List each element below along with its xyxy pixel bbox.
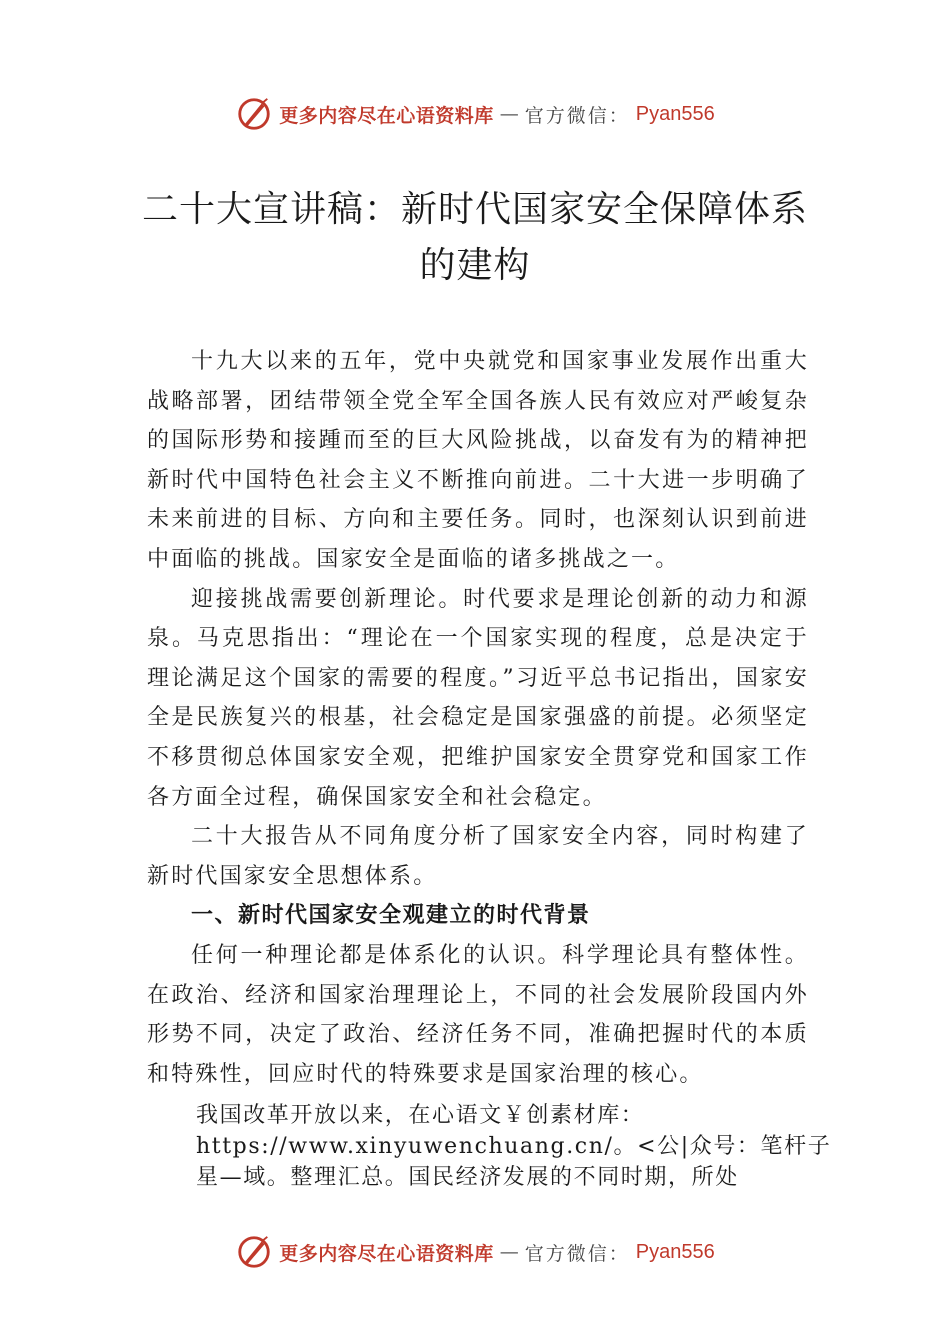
- header-banner-label: 官方微信：: [524, 104, 630, 127]
- footer-banner-label: 官方微信：: [524, 1242, 630, 1265]
- paragraph-1: 十九大以来的五年，党中央就党和国家事业发展作出重大战略部署，团结带领全党全军全国各族人民有效应对严峻复杂的国际形势和接踵而至的巨大风险挑战，以奋发有为的精神把新时代中国特色社会主义不断推向前进。二十大进一步明确了未来前进的目标、方向和主要任务。同时，也深刻认识到前进中面临的挑战。国家安全是面临的诸多挑战之一。: [147, 349, 809, 572]
- section-paragraph: 任何一种理论都是体系化的认识。科学理论具有整体性。在政治、经济和国家治理理论上，不同的社会发展阶段国内外形势不同，决定了政治、经济任务不同，准确把握时代的本质和特殊性，回应时代的特殊要求是国家治理的核心。: [147, 942, 809, 1087]
- document-title: 二十大宣讲稿：新时代国家安全保障体系的建构: [141, 189, 808, 286]
- quill-logo-icon: [235, 95, 273, 133]
- header-banner-separator: —: [499, 103, 519, 125]
- tail-paragraph: 我国改革开放以来，在心语文￥创素材库：https://www.xinyuwenchuang.cn/。<公|众号：笔杆子星—域。整理汇总。国民经济发展的不同时期，所处: [196, 1103, 832, 1190]
- footer-banner-text: 更多内容尽在心语资料库: [279, 1242, 494, 1265]
- document-body: [147, 342, 809, 1094]
- section-heading: 一、新时代国家安全观建立的时代背景: [191, 903, 591, 929]
- paragraph-2: 迎接挑战需要创新理论。时代要求是理论创新的动力和源泉。马克思指出：“理论在一个国家实现的程度，总是决定于理论满足这个国家的需要的程度。”习近平总书记指出，国家安全是民族复兴的根基，社会稳定是国家强盛的前提。必须坚定不移贯彻总体国家安全观，把维护国家安全贯穿党和国家工作各方面全过程，确保国家安全和社会稳定。: [147, 586, 809, 810]
- paragraph-3: 二十大报告从不同角度分析了国家安全内容，同时构建了新时代国家安全思想体系。: [147, 824, 809, 889]
- footer-banner: [0, 1232, 950, 1272]
- quill-logo-icon: [235, 1233, 273, 1271]
- header-banner-id: Pyan556: [635, 102, 715, 125]
- header-banner: [0, 94, 950, 134]
- footer-banner-id: Pyan556: [635, 1240, 715, 1263]
- header-banner-text: 更多内容尽在心语资料库: [279, 104, 494, 127]
- footer-banner-separator: —: [499, 1241, 519, 1263]
